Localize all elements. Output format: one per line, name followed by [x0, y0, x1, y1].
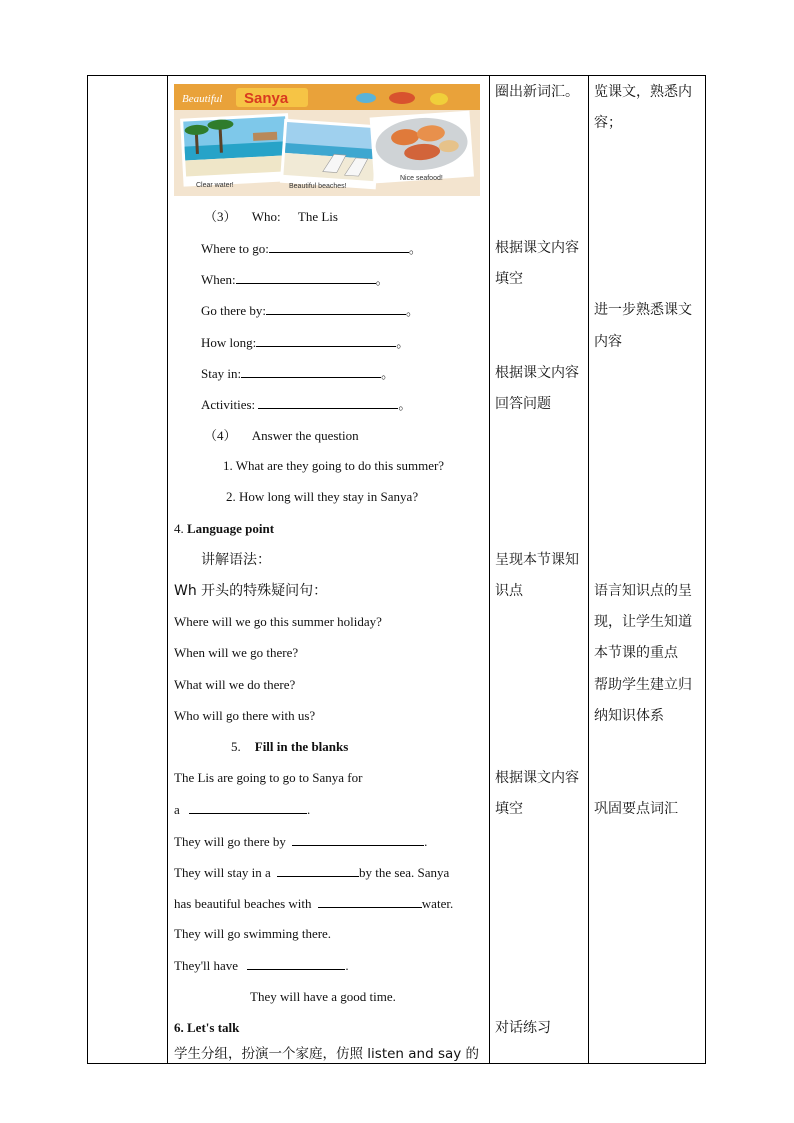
col4-text: 本节课的重点 [594, 645, 678, 661]
field-by: Go there by: 。 [201, 303, 419, 318]
banner-title-main: Sanya [244, 90, 289, 107]
caption-clear-water: Clear water! [196, 182, 234, 189]
fill-line: a . [174, 802, 311, 817]
column-divider [489, 76, 490, 1063]
fill-line: They will go swimming there. [174, 926, 332, 941]
col3-text: 根据课文内容 [495, 770, 579, 786]
col4-text: 纳知识体系 [594, 708, 664, 724]
col3-text: 呈现本节课知 [495, 552, 579, 568]
wh-question-label: Wh 开头的特殊疑问句： [174, 583, 328, 599]
example-sentence: When will we go there? [174, 645, 299, 660]
shell-icon [430, 93, 448, 105]
crab-icon [389, 92, 415, 104]
language-heading: 4. Language point [174, 521, 275, 536]
col4-text: 览课文，熟悉内 [594, 84, 692, 100]
lesson-table [87, 75, 706, 1064]
section3-heading [204, 209, 338, 225]
col3-text: 根据课文内容 [495, 365, 579, 381]
section3-value: The Lis [297, 209, 338, 224]
col4-text: 容； [594, 115, 622, 131]
column-divider [167, 76, 168, 1063]
field-activities: Activities: 。 [201, 397, 412, 412]
col3-text: 根据课文内容 [495, 240, 579, 256]
fill-line: The Lis are going to go to Sanya for [174, 770, 363, 785]
col4-text: 进一步熟悉课文 [594, 302, 692, 318]
caption-beaches: Beautiful beaches! [289, 183, 347, 190]
example-sentence: Who will go there with us? [174, 708, 316, 723]
sanya-photo-collage [174, 84, 480, 196]
col3-text: 填空 [495, 801, 523, 817]
grammar-label: 讲解语法： [201, 552, 271, 568]
sanya-banner-image [174, 84, 480, 196]
col4-text: 现，让学生知道 [594, 614, 692, 630]
section3-label: Who: [251, 209, 281, 224]
fill-heading: 5. Fill in the blanks [231, 739, 349, 754]
question-2: 2. How long will they stay in Sanya? [226, 489, 419, 504]
field-how-long: How long: 。 [201, 335, 410, 350]
col4-text: 巩固要点词汇 [594, 801, 678, 817]
field-stay: Stay in: 。 [201, 366, 395, 381]
col3-text: 填空 [495, 271, 523, 287]
section4-heading [204, 428, 359, 444]
fill-line: They will stay in a by the sea. Sanya [174, 865, 450, 880]
fill-line: has beautiful beaches with water. [174, 896, 454, 911]
section4-title: Answer the question [251, 428, 359, 443]
section4-number: （4） [204, 428, 237, 443]
section3-number: （3） [204, 209, 237, 224]
caption-seafood: Nice seafood! [400, 175, 443, 182]
field-where: Where to go: 。 [201, 241, 422, 256]
fish-icon [356, 93, 376, 103]
col4-text: 语言知识点的呈 [594, 583, 692, 599]
talk-heading: 6. Let's talk [174, 1020, 240, 1035]
fill-line: They'll have . [174, 958, 349, 973]
col3-text: 识点 [495, 583, 523, 599]
col3-text: 圈出新词汇。 [495, 84, 579, 100]
col3-text: 回答问题 [495, 396, 551, 412]
banner-title-prefix: Beautiful [182, 93, 223, 105]
col4-text: 内容 [594, 334, 622, 350]
fill-line: They will have a good time. [250, 989, 396, 1004]
talk-text: 学生分组，扮演一个家庭，仿照 listen and say 的 [174, 1046, 480, 1062]
example-sentence: What will we do there? [174, 677, 296, 692]
example-sentence: Where will we go this summer holiday? [174, 614, 382, 629]
question-1: 1. What are they going to do this summer? [223, 458, 445, 473]
field-when: When: 。 [201, 272, 389, 287]
fill-line: They will go there by . [174, 834, 428, 849]
column-divider [588, 76, 589, 1063]
col4-text: 帮助学生建立归 [594, 677, 692, 693]
col3-text: 对话练习 [495, 1020, 551, 1036]
